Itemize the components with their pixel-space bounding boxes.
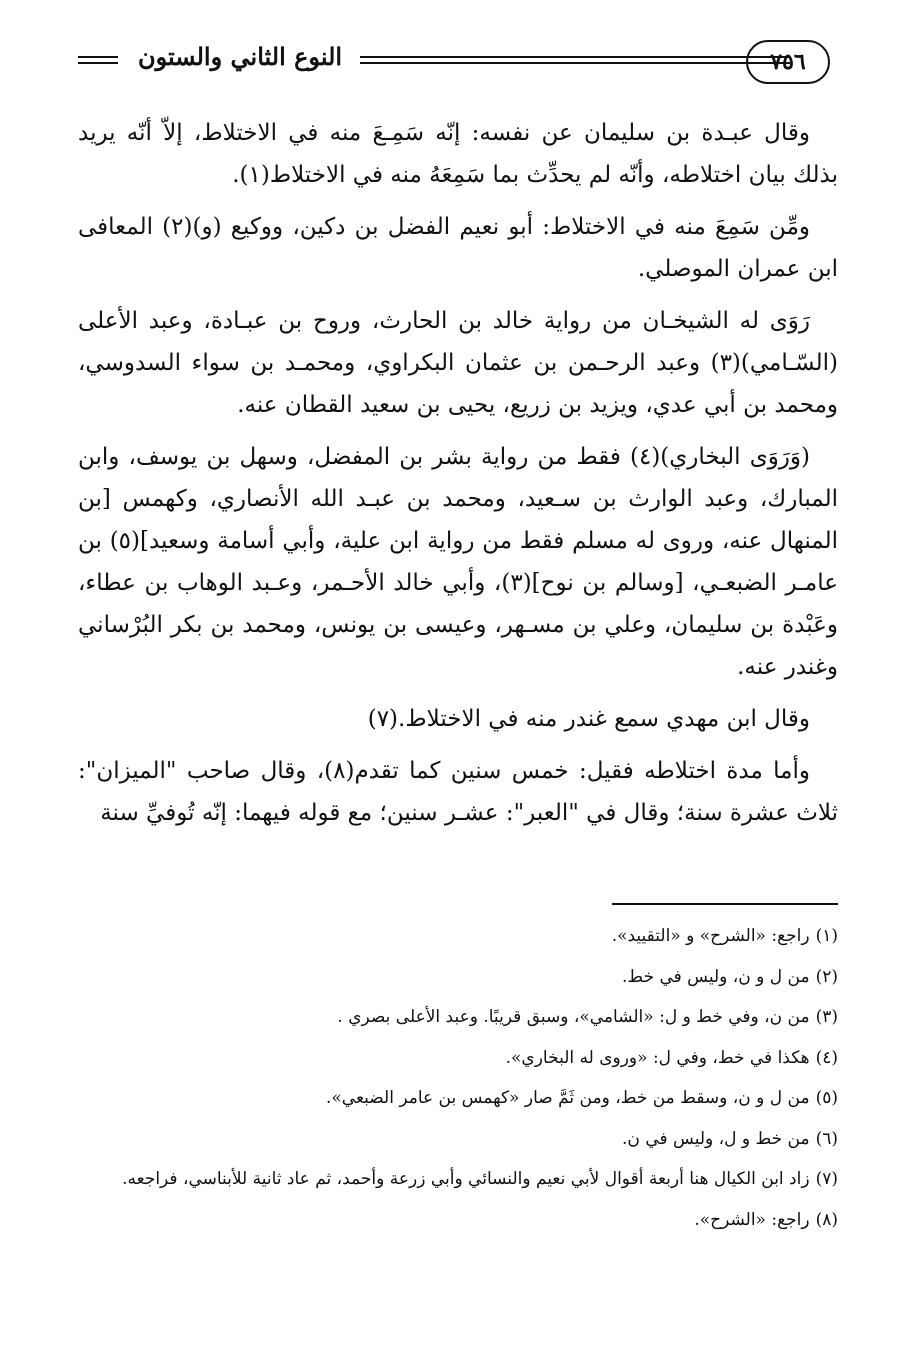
paragraph: وأما مدة اختلاطه فقيل: خمس سنين كما تقدم(٨)، وقال صاحب "الميزان": ثلاث عشرة سنة؛ وقال في "العبر": عشـر سنين؛ مع قوله فيهما: إنّه تُوفيِّ سنة [78, 758, 838, 826]
footnote [78, 1167, 838, 1192]
footnote-number: (٣) [815, 1007, 838, 1027]
footnote-number: (٨) [815, 1209, 838, 1230]
footnote-text: راجع: «الشرح». [694, 1209, 810, 1230]
footnote-text: من ن، وفي خط و ل: «الشامي»، وسبق قريبًا. وعبد الأعلى بصري . [337, 1007, 810, 1027]
header-rule [78, 62, 118, 64]
footnote-separator [612, 903, 838, 905]
page-number: ٧٥٦ [746, 40, 830, 84]
paragraph: وقال عبـدة بن سليمان عن نفسه: إنّه سَمِـعَ منه في الاختلاط، إلاّ أنّه يريد بذلك بيان اختلاطه، وأنّه لم يحدِّث بما سَمِعَهُ منه في الاختلاط(١). [78, 120, 838, 188]
footnote-number: (٥) [815, 1088, 838, 1108]
footnote [78, 1127, 838, 1152]
page-header [70, 30, 840, 90]
footnote [78, 924, 838, 949]
footnote-number: (٧) [815, 1169, 838, 1189]
paragraph: (وَرَوَى البخاري)(٤) فقط من رواية بشر بن المفضل، وسهل بن يوسف، وابن المبارك، وعبد الوارث بن سـعيد، ومحمد بن عبـد الله الأنصاري، وكهمس [بن المنهال عنه، وروى له مسلم فقط من رواية ابن علية، وأبي أسامة وسعيد](٥) بن عامـر الضبعـي، [وسالم بن نوح](٣)، وأبي خالد الأحـمر، وعـبد الوهاب بن عطاء، وعَبْدة بن سليمان، وعلي بن مسـهر، وعيسى بن يونس، ومحمد بن بكر البُرْساني وغندر عنه. [78, 444, 838, 680]
footnote-text: هكذا في خط، وفي ل: «وروى له البخاري». [505, 1047, 810, 1068]
header-rule [78, 56, 118, 58]
main-text [78, 112, 838, 844]
footnote [78, 1086, 838, 1111]
paragraph: وقال ابن مهدي سمع غندر منه في الاختلاط.(٧) [367, 706, 810, 732]
header-rule [360, 62, 790, 64]
footnote-text: راجع: «الشرح» و «التقييد». [611, 926, 810, 946]
footnote-number: (٤) [815, 1047, 838, 1068]
footnote-number: (٦) [815, 1128, 838, 1149]
header-rule [360, 56, 790, 58]
footnote [78, 965, 838, 990]
footnote-number: (١) [815, 926, 838, 946]
footnote-text: من خط و ل، وليس في ن. [622, 1128, 810, 1149]
footnote [78, 1005, 838, 1030]
paragraph: رَوَى له الشيخـان من رواية خالد بن الحارث، وروح بن عبـادة، وعبد الأعلى (السّـامي)(٣) وعبد الرحـمن بن عثمان البكراوي، ومحمـد بن سواء السدوسي، ومحمد بن أبي عدي، ويزيد بن زريع، يحيى بن سعيد القطان عنه. [78, 308, 838, 418]
footnote-number: (٢) [815, 966, 838, 987]
footnote [78, 1208, 838, 1233]
footnote-text: زاد ابن الكيال هنا أربعة أقوال لأبي نعيم والنسائي وأبي زرعة وأحمد، ثم عاد ثانية للأبناسي، فراجعه. [122, 1169, 810, 1189]
running-title: النوع الثاني والستون [137, 42, 343, 71]
footnotes [78, 924, 838, 1248]
footnote-text: من ل و ن، وليس في خط. [622, 966, 810, 987]
footnote [78, 1046, 838, 1071]
paragraph: ومِّن سَمِعَ منه في الاختلاط: أبو نعيم الفضل بن دكين، ووكيع (و)(٢) المعافى ابن عمران الموصلي. [78, 214, 838, 282]
footnote-text: من ل و ن، وسقط من خط، ومن ثَمَّ صار «كهمس بن عامر الضبعي». [325, 1088, 810, 1108]
